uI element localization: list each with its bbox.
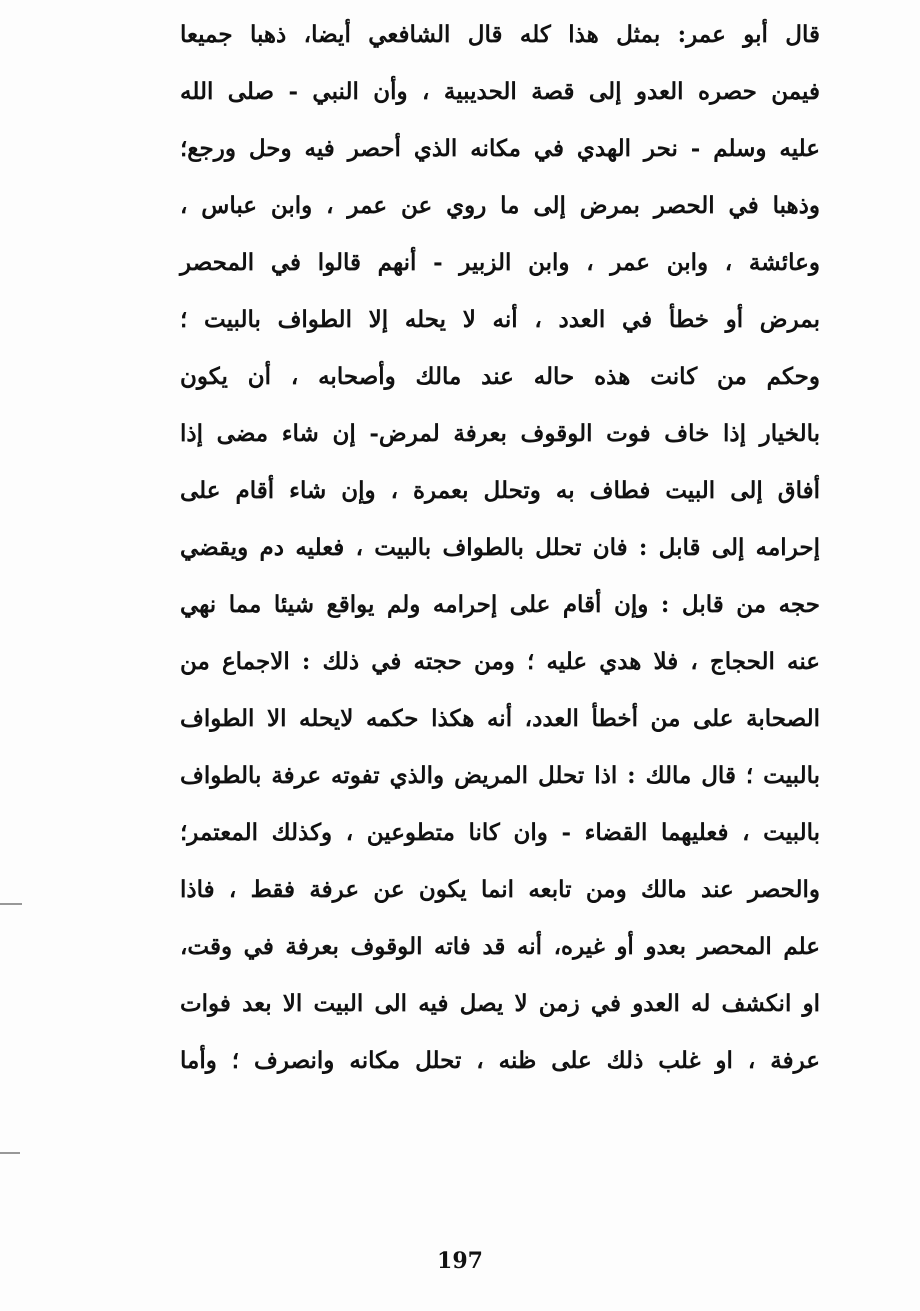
text-line-4: وذهبا في الحصر بمرض إلى ما روي عن عمر ، وابن عباس ، [180, 192, 820, 219]
text-line-1: قال أبو عمر: بمثل هذا كله قال الشافعي أيضا، ذهبا جميعا [180, 21, 820, 48]
text-line-18: او انكشف له العدو في زمن لا يصل فيه الى البيت الا بعد فوات [180, 990, 820, 1017]
text-line-11: حجه من قابل : وإن أقام على إحرامه ولم يواقع شيئا مما نهي [180, 591, 820, 618]
scan-artifact-mark [0, 1152, 20, 1154]
text-line-8: بالخيار إذا خاف فوت الوقوف بعرفة لمرض- إن شاء مضى إذا [180, 420, 820, 447]
text-line-19: عرفة ، او غلب ذلك على ظنه ، تحلل مكانه وانصرف ؛ وأما [180, 1047, 820, 1074]
text-line-12: عنه الحجاج ، فلا هدي عليه ؛ ومن حجته في ذلك : الاجماع من [180, 648, 820, 675]
page-number: 197 [437, 1248, 483, 1274]
text-line-15: بالبيت ، فعليهما القضاء - وان كانا متطوعين ، وكذلك المعتمر؛ [180, 819, 820, 846]
scan-artifact-mark [0, 903, 22, 905]
text-line-13: الصحابة على من أخطأ العدد، أنه هكذا حكمه لايحله الا الطواف [180, 705, 820, 732]
text-line-14: بالبيت ؛ قال مالك : اذا تحلل المريض والذي تفوته عرفة بالطواف [180, 762, 820, 789]
text-line-10: إحرامه إلى قابل : فان تحلل بالطواف بالبيت ، فعليه دم ويقضي [180, 534, 820, 561]
text-line-3: عليه وسلم - نحر الهدي في مكانه الذي أحصر فيه وحل ورجع؛ [180, 135, 820, 162]
text-line-7: وحكم من كانت هذه حاله عند مالك وأصحابه ، أن يكون [180, 363, 820, 390]
body-text [180, 6, 820, 1089]
text-line-16: والحصر عند مالك ومن تابعه انما يكون عن عرفة فقط ، فاذا [180, 876, 820, 903]
text-line-17: علم المحصر بعدو أو غيره، أنه قد فاته الوقوف بعرفة في وقت، [180, 933, 820, 960]
text-line-2: فيمن حصره العدو إلى قصة الحديبية ، وأن النبي - صلى الله [180, 78, 820, 105]
text-line-5: وعائشة ، وابن عمر ، وابن الزبير - أنهم قالوا في المحصر [180, 249, 820, 276]
text-line-6: بمرض أو خطأ في العدد ، أنه لا يحله إلا الطواف بالبيت ؛ [180, 306, 820, 333]
text-line-9: أفاق إلى البيت فطاف به وتحلل بعمرة ، وإن شاء أقام على [180, 477, 820, 504]
